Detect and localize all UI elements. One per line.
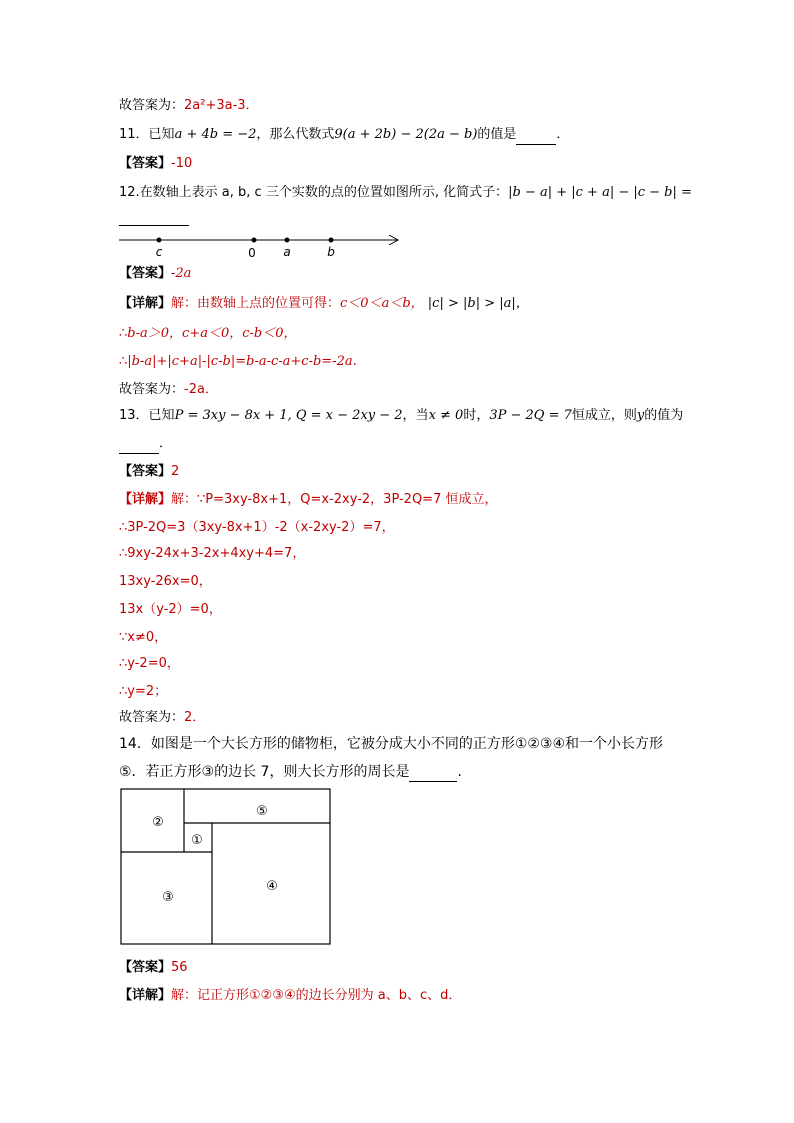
question-text: 的值是 [477,127,517,142]
question-text: ，当 [402,408,429,423]
label-b: b [327,245,335,259]
outer-rectangle [121,789,330,944]
answer-blank [119,439,159,454]
detail-13-step: ∵x≠0， [119,630,168,645]
question-text: 12.在数轴上表示 a, b, c 三个实数的点的位置如图所示, 化简式子： [119,185,509,200]
detail-abs: |c| > |b| > |a|， [427,296,529,311]
detail-13-step: 13x（y-2）=0， [119,602,222,617]
question-text: 已知 [148,408,175,423]
answer-value: 2a²+3a-3． [184,98,259,113]
detail-label: 【详解】 [119,296,172,311]
answer-value: 2． [184,710,206,725]
answer-value: -2a [171,266,192,281]
detail-12 [119,294,529,314]
detail-13-end [119,708,205,728]
cabinet-figure [120,788,332,946]
answer-value: -2a． [184,382,218,397]
answer-value: 2 [171,464,180,479]
question-text: ． [556,127,570,142]
question-text: 恒成立，则 [571,408,637,423]
question-13 [119,406,683,426]
therefore-symbol: ∴ [119,326,128,341]
question-text: ． [159,436,173,451]
number-line-figure [119,232,409,262]
answer-label: 【答案】 [119,960,172,975]
detail-label: 【详解】 [119,988,172,1003]
label-square-1: ① [191,833,203,848]
question-number: 11． [119,127,149,142]
answer-11 [119,154,192,174]
question-text: ． [457,764,472,780]
label-square-3: ③ [162,890,174,905]
detail-13-step: ∴3P-2Q=3（3xy-8x+1）-2（x-2xy-2）=7， [119,520,395,535]
question-text: 的值为 [644,408,684,423]
answer-prefix: 故答案为： [119,710,185,725]
point-b [329,238,334,243]
detail-text: |b-a|+|c+a|-|c-b|=b-a-c-a+c-b=-2a. [127,354,357,369]
variable: y [636,408,645,423]
detail-label: 【详解】 [119,492,172,507]
equation-formula: 3P − 2Q = 7 [489,408,572,423]
detail-13-step: ∴9xy-24x+3-2x+4xy+4=7， [119,546,306,561]
label-square-4: ④ [266,879,278,894]
question-text: ⑤．若正方形③的边长 7，则大长方形的周长是 [119,764,410,780]
detail-14 [119,986,461,1006]
detail-12-line3 [119,352,357,372]
detail-text: 解：∵P=3xy-8x+1，Q=x-2xy-2，3P-2Q=7 恒成立， [171,492,498,507]
detail-13-step: 13xy-26x=0， [119,574,212,589]
question-number: 13． [119,408,149,423]
detail-12-line4 [119,380,218,400]
answer-prefix: 故答案为： [119,382,185,397]
answer-value: 56 [171,960,188,975]
detail-13-step: ∴y-2=0， [119,656,180,671]
therefore-symbol: ∴ [119,354,128,369]
answer-14 [119,958,188,978]
answer-label: 【答案】 [119,266,172,281]
answer-blank [119,225,189,226]
answer-prefix: 故答案为： [119,98,185,113]
question-14-line2 [119,762,471,782]
expression-formula: 9(a + 2b) − 2(2a − b) [334,127,478,142]
detail-text: 解：由数轴上点的位置可得： [171,296,341,311]
question-12 [119,183,692,203]
detail-12-line2 [119,324,296,344]
detail-text: b-a＞0，c+a＜0，c-b＜0， [127,326,297,341]
condition-formula: P = 3xy − 8x + 1, Q = x − 2xy − 2 [174,408,403,423]
answer-blank [516,130,556,145]
label-c: c [155,245,163,259]
condition-formula: x ≠ 0 [428,408,464,423]
question-text: 时， [463,408,490,423]
answer-12 [119,264,191,284]
point-a [285,238,290,243]
answer-line-10 [119,96,259,116]
label-a: a [283,245,291,259]
label-square-2: ② [152,815,164,830]
question-11 [119,125,569,145]
answer-label: 【答案】 [119,156,172,171]
label-zero: 0 [248,246,256,260]
answer-blank [409,766,457,782]
question-13-blank [119,434,172,454]
detail-circles: ①②③④ [249,988,296,1003]
question-text: ，那么代数式 [256,127,335,142]
point-c [157,238,162,243]
label-rect-5: ⑤ [256,804,268,819]
detail-13 [119,490,497,510]
question-14 [119,734,663,754]
point-zero [252,238,257,243]
detail-13-step: ∴y=2； [119,684,168,699]
detail-text: 解：记正方形 [171,988,250,1003]
answer-value: -10 [171,156,193,171]
detail-text: 的边长分别为 a、b、c、d． [295,988,462,1003]
question-text: 已知 [148,127,175,142]
expression-formula: |b − a| + |c + a| − |c − b| = [508,185,692,200]
question-text: 14．如图是一个大长方形的储物柜，它被分成大小不同的正方形①②③④和一个小长方形 [119,736,664,752]
detail-condition: c＜0＜a＜b， [340,296,424,311]
answer-label: 【答案】 [119,464,172,479]
condition-formula: a + 4b = −2 [174,127,257,142]
answer-13 [119,462,179,482]
